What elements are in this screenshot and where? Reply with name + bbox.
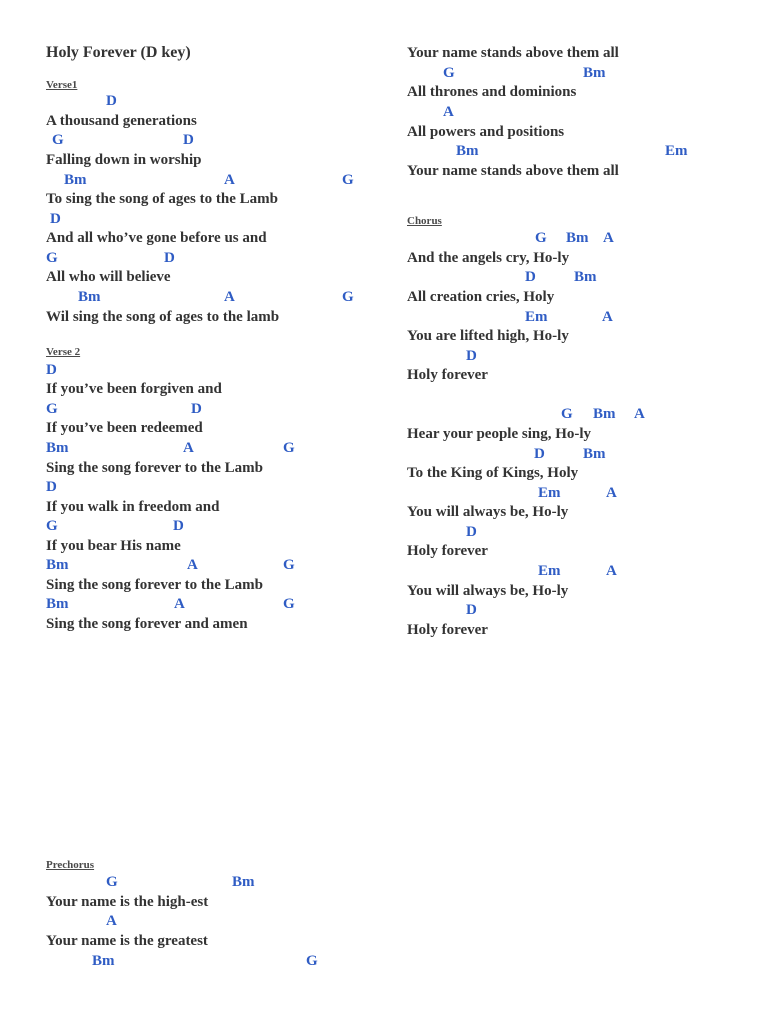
lyric-line: Your name is the high-est <box>46 894 209 910</box>
chord: G <box>46 250 58 266</box>
chord: D <box>46 362 57 378</box>
chord: A <box>602 309 613 325</box>
chord: Bm <box>574 269 597 285</box>
chord: D <box>534 446 545 462</box>
lyric-line: All powers and positions <box>407 124 565 140</box>
chord: D <box>50 211 61 227</box>
chord: G <box>52 132 64 148</box>
song-title: Holy Forever (D key) <box>46 44 191 61</box>
chord: A <box>606 485 617 501</box>
lyric-line: Wil sing the song of ages to the lamb <box>46 309 280 325</box>
chord: G <box>561 406 573 422</box>
chord: Bm <box>46 557 69 573</box>
chord: G <box>342 289 354 305</box>
chord: A <box>224 289 235 305</box>
lyric-line: If you bear His name <box>46 538 181 554</box>
chord: D <box>466 602 477 618</box>
chord: G <box>443 65 455 81</box>
chord: D <box>183 132 194 148</box>
chord: Bm <box>566 230 589 246</box>
chord: D <box>46 479 57 495</box>
lyric-line: Falling down in worship <box>46 152 202 168</box>
lyric-line: You are lifted high, Ho-ly <box>407 328 569 344</box>
chord: D <box>106 93 117 109</box>
chord: A <box>443 104 454 120</box>
lyric-line: All creation cries, Holy <box>407 289 555 305</box>
chord: Bm <box>456 143 479 159</box>
chord: D <box>466 524 477 540</box>
chord: G <box>306 953 318 969</box>
chord: G <box>342 172 354 188</box>
chord: D <box>191 401 202 417</box>
lyric-line: All thrones and dominions <box>407 84 577 100</box>
chord: G <box>283 440 295 456</box>
chord: Bm <box>92 953 115 969</box>
chord: A <box>606 563 617 579</box>
lyric-line: Holy forever <box>407 543 488 559</box>
chord: D <box>164 250 175 266</box>
lyric-line: And all who’ve gone before us and <box>46 230 267 246</box>
chord: G <box>106 874 118 890</box>
chord: G <box>283 557 295 573</box>
chord: G <box>46 401 58 417</box>
chord: Bm <box>64 172 87 188</box>
lyric-line: To sing the song of ages to the Lamb <box>46 191 278 207</box>
section-label-verse1: Verse1 <box>46 79 78 91</box>
chord: A <box>183 440 194 456</box>
chord: D <box>466 348 477 364</box>
lyric-line: You will always be, Ho-ly <box>407 504 569 520</box>
chord: Bm <box>46 440 69 456</box>
section-label-verse2: Verse 2 <box>46 346 81 358</box>
chord: A <box>106 913 117 929</box>
section-label-prechorus: Prechorus <box>46 859 95 871</box>
chord: A <box>603 230 614 246</box>
lyric-line: If you’ve been redeemed <box>46 420 203 436</box>
lyric-line: A thousand generations <box>46 113 197 129</box>
chord: Em <box>665 143 688 159</box>
chord: Em <box>538 485 561 501</box>
chord: A <box>174 596 185 612</box>
chord: A <box>634 406 645 422</box>
chord: G <box>283 596 295 612</box>
lyric-line: Holy forever <box>407 367 488 383</box>
lyric-line: If you walk in freedom and <box>46 499 220 515</box>
lyric-line: If you’ve been forgiven and <box>46 381 222 397</box>
lyric-line: Your name stands above them all <box>407 163 619 179</box>
lyric-line: Holy forever <box>407 622 488 638</box>
chord: Em <box>538 563 561 579</box>
lyric-line: Your name is the greatest <box>46 933 208 949</box>
lyric-line: And the angels cry, Ho-ly <box>407 250 570 266</box>
lyric-line: All who will believe <box>46 269 171 285</box>
chord: Bm <box>583 446 606 462</box>
lyric-line: Sing the song forever to the Lamb <box>46 460 263 476</box>
chord: A <box>187 557 198 573</box>
chord: Bm <box>78 289 101 305</box>
chord: Em <box>525 309 548 325</box>
chord: G <box>535 230 547 246</box>
chord: Bm <box>583 65 606 81</box>
lyric-line: Sing the song forever and amen <box>46 616 248 632</box>
chord: Bm <box>232 874 255 890</box>
chord: Bm <box>593 406 616 422</box>
chord: A <box>224 172 235 188</box>
chord: G <box>46 518 58 534</box>
lyric-line: Sing the song forever to the Lamb <box>46 577 263 593</box>
chord: Bm <box>46 596 69 612</box>
lyric-line: Your name stands above them all <box>407 45 619 61</box>
lyric-line: You will always be, Ho-ly <box>407 583 569 599</box>
lyric-line: To the King of Kings, Holy <box>407 465 579 481</box>
chord: D <box>173 518 184 534</box>
chord: D <box>525 269 536 285</box>
section-label-chorus: Chorus <box>407 215 442 227</box>
lyric-line: Hear your people sing, Ho-ly <box>407 426 592 442</box>
